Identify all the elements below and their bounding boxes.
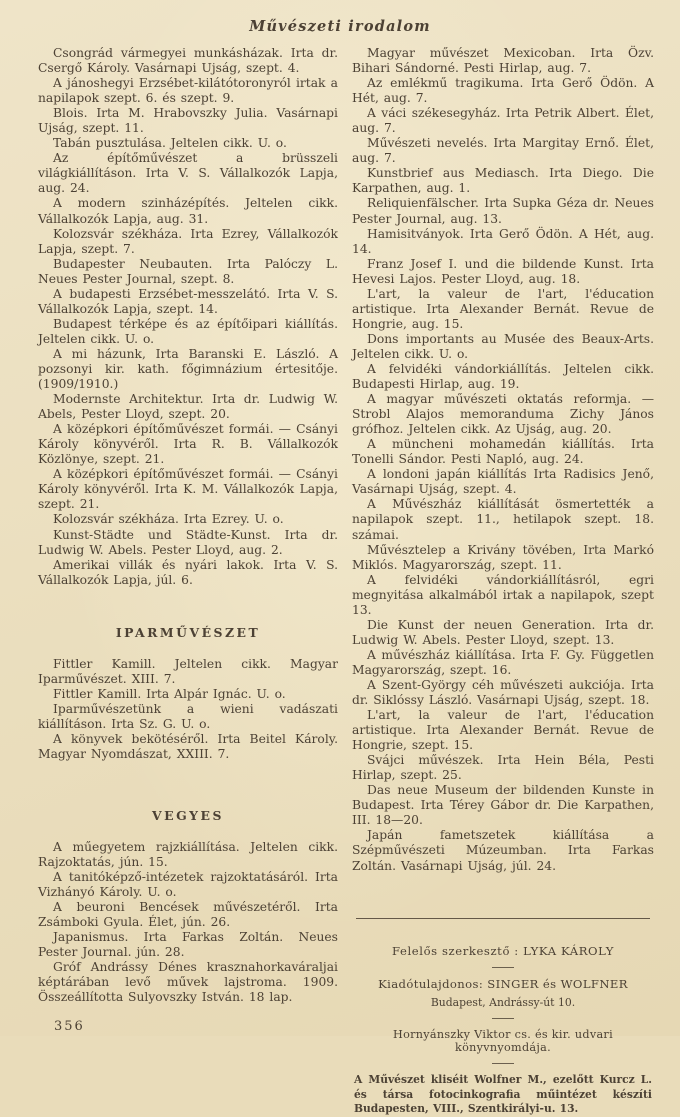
- bibliography-entry: A felvidéki vándorkiállításról, egri megnyitása alkalmából irtak a napilapok, szept 13.: [352, 572, 654, 617]
- bibliography-entry: L'art, la valeur de l'art, l'éducation artistique. Irta Alexander Bernát. Revue de Hongrie, aug. 15.: [352, 286, 654, 331]
- bibliography-entry: A budapesti Erzsébet-messzelátó. Irta V. S. Vállalkozók Lapja, szept. 14.: [38, 286, 338, 316]
- bibliography-entry: A magyar művészeti oktatás reformja. — Strobl Alajos memoranduma Zichy János grófhoz. Jeltelen cikk. Az Ujság, aug. 20.: [352, 392, 654, 437]
- bibliography-entry: Kunstbrief aus Mediasch. Irta Diego. Die Karpathen, aug. 1.: [352, 166, 654, 196]
- bibliography-entry: Svájci művészek. Irta Hein Béla, Pesti Hirlap, szept. 25.: [352, 753, 654, 783]
- bibliography-entry: Gróf Andrássy Dénes krasznahorkaváraljai képtárában levő művek lajstroma. 1909. Összeállította Sulyovszky István. 18 lap.: [38, 960, 338, 1005]
- bibliography-entry: Az emlékmű tragikuma. Irta Gerő Ödön. A Hét, aug. 7.: [352, 76, 654, 106]
- bibliography-entry: A könyvek bekötéséről. Irta Beitel Károly. Magyar Nyomdászat, XXIII. 7.: [38, 731, 338, 761]
- bibliography-entry: L'art, la valeur de l'art, l'éducation artistique. Irta Alexander Bernát. Revue de Hongrie, szept. 15.: [352, 708, 654, 753]
- bibliography-entry: Dons importants au Musée des Beaux-Arts. Jeltelen cikk. U. o.: [352, 331, 654, 361]
- bibliography-entry: Modernste Architektur. Irta dr. Ludwig W. Abels, Pester Lloyd, szept. 20.: [38, 392, 338, 422]
- bibliography-entry: A középkori építőművészet formái. — Csányi Károly könyvéről. Irta K. M. Vállalkozók Lapja, szept. 21.: [38, 467, 338, 512]
- page-number: 356: [54, 1018, 85, 1034]
- bibliography-entry: A Művészház kiállítását ösmertették a napilapok szept. 11., hetilapok szept. 18. számai.: [352, 497, 654, 542]
- bibliography-entry: Franz Josef I. und die bildende Kunst. Irta Hevesi Lajos. Pester Lloyd, aug. 18.: [352, 256, 654, 286]
- left-column: [38, 46, 338, 1034]
- imprint-footer: [352, 918, 654, 1117]
- bibliography-entry: Kolozsvár székháza. Irta Ezrey, Vállalkozók Lapja, szept. 7.: [38, 226, 338, 256]
- bibliography-entry: A műegyetem rajzkiállítása. Jeltelen cikk. Rajzoktatás, jún. 15.: [38, 840, 338, 870]
- bibliography-entry: Amerikai villák és nyári lakok. Irta V. S. Vállalkozók Lapja, júl. 6.: [38, 557, 338, 587]
- bibliography-entry: A müncheni mohamedán kiállítás. Irta Tonelli Sándor. Pesti Napló, aug. 24.: [352, 437, 654, 467]
- bibliography-entry: Die Kunst der neuen Generation. Irta dr. Ludwig W. Abels. Pester Lloyd, szept. 13.: [352, 617, 654, 647]
- bibliography-entry: Fittler Kamill. Jeltelen cikk. Magyar Iparművészet. XIII. 7.: [38, 656, 338, 686]
- footer-rule: [356, 918, 650, 920]
- publisher-line: Kiadótulajdonos: SINGER és WOLFNER: [378, 977, 628, 992]
- bibliography-entry: Budapest térképe és az építőipari kiállítás. Jeltelen cikk. U. o.: [38, 316, 338, 346]
- bibliography-entry: Csongrád vármegyei munkásházak. Irta dr. Csergő Károly. Vasárnapi Ujság, szept. 4.: [38, 46, 338, 76]
- section-heading-vegyes: VEGYES: [152, 808, 224, 824]
- bibliography-entry: Művészeti nevelés. Irta Margitay Ernő. Élet, aug. 7.: [352, 136, 654, 166]
- architecture-entry-list: [38, 46, 338, 588]
- editor-line: Felelős szerkesztő : LYKA KÁROLY: [392, 944, 614, 959]
- bibliography-entry: A mi házunk, Irta Baranski E. László. A pozsonyi kir. kath. főgimnázium értesitője. (1909/1910.): [38, 346, 338, 392]
- bibliography-entry: Tabán pusztulása. Jeltelen cikk. U. o.: [53, 136, 287, 151]
- printer-line: Hornyánszky Viktor cs. és kir. udvari könyvnyomdája.: [393, 1028, 613, 1055]
- bibliography-entry: Az építőművészet a brüsszeli világkiállításon. Irta V. S. Vállalkozók Lapja, aug. 24.: [38, 151, 338, 196]
- divider-dash: [492, 1018, 514, 1019]
- bibliography-entry: Kolozsvár székháza. Irta Ezrey. U. o.: [53, 512, 284, 527]
- address-line: Budapest, Andrássy-út 10.: [430, 996, 576, 1010]
- page-title: Művészeti irodalom: [249, 18, 431, 35]
- bibliography-entry: A tanitóképző-intézetek rajzoktatásáról. Irta Vizhányó Károly. U. o.: [38, 870, 338, 900]
- bibliography-entry: Kunst-Städte und Städte-Kunst. Irta dr. Ludwig W. Abels. Pester Lloyd, aug. 2.: [38, 527, 338, 557]
- bibliography-entry: Hamisitványok. Irta Gerő Ödön. A Hét, aug. 14.: [352, 226, 654, 256]
- bibliography-entry: Budapester Neubauten. Irta Palóczy L. Neues Pester Journal, szept. 8.: [38, 256, 338, 286]
- bibliography-entry: Fittler Kamill. Irta Alpár Ignác. U. o.: [53, 686, 286, 701]
- right-entry-list: [352, 46, 654, 874]
- bibliography-entry: A Szent-György céh művészeti aukciója. Irta dr. Siklóssy László. Vasárnapi Ujság, szept. 18.: [352, 677, 654, 708]
- bibliography-entry: A londoni japán kiállítás Irta Radisics Jenő, Vasárnapi Ujság, szept. 4.: [352, 467, 654, 497]
- bibliography-entry: Japanismus. Irta Farkas Zoltán. Neues Pester Journal. jún. 28.: [38, 930, 338, 960]
- bibliography-entry: Das neue Museum der bildenden Kunste in Budapest. Irta Térey Gábor dr. Die Karpathen, III. 18—20.: [352, 783, 654, 828]
- bibliography-entry: Magyar művészet Mexicoban. Irta Özv. Bihari Sándorné. Pesti Hirlap, aug. 7.: [352, 46, 654, 76]
- bibliography-entry: A váci székesegyház. Irta Petrik Albert. Élet, aug. 7.: [352, 106, 654, 136]
- bibliography-entry: Japán fametszetek kiállítása a Szépművészeti Múzeumban. Irta Farkas Zoltán. Vasárnapi Ujság, júl. 24.: [352, 828, 654, 873]
- bibliography-entry: Reliquienfälscher. Irta Supka Géza dr. Neues Pester Journal, aug. 13.: [352, 196, 654, 226]
- vegyes-entry-list: [38, 840, 338, 1006]
- bibliography-entry: A modern szinházépítés. Jeltelen cikk. Vállalkozók Lapja, aug. 31.: [38, 196, 338, 226]
- bibliography-entry: A felvidéki vándorkiállítás. Jeltelen cikk. Budapesti Hirlap, aug. 19.: [352, 361, 654, 392]
- bibliography-entry: A jánoshegyi Erzsébet-kilátótoronyról irtak a napilapok szept. 6. és szept. 9.: [38, 76, 338, 106]
- bibliography-entry: Művésztelep a Krivány tövében, Irta Markó Miklós. Magyarország, szept. 11.: [352, 542, 654, 572]
- bibliography-entry: A művészház kiállítása. Irta F. Gy. Független Magyarország, szept. 16.: [352, 647, 654, 677]
- bibliography-entry: A beuroni Bencések művészetéről. Irta Zsámboki Gyula. Élet, jún. 26.: [38, 900, 338, 930]
- divider-dash: [492, 1063, 514, 1064]
- bibliography-entry: Blois. Irta M. Hrabovszky Julia. Vasárnapi Ujság, szept. 11.: [38, 106, 338, 136]
- bibliography-entry: A középkori építőművészet formái. — Csányi Károly könyvéről. Irta R. B. Vállalkozók Közlönye, szept. 21.: [38, 422, 338, 467]
- iparmuveszet-entry-list: [38, 657, 338, 762]
- divider-dash: [492, 967, 514, 968]
- right-column: [352, 46, 654, 1117]
- cliche-note: A Művészet kliséit Wolfner M., ezelőtt Kurcz L. és társa fotocinkografia műintézet készíti Budapesten, VIII., Szentkirályi-u. 13.: [354, 1073, 652, 1116]
- bibliography-entry: Iparművészetünk a wieni vadászati kiállításon. Irta Sz. G. U. o.: [38, 701, 338, 731]
- section-heading-iparmuveszet: IPARMŰVÉSZET: [115, 624, 261, 640]
